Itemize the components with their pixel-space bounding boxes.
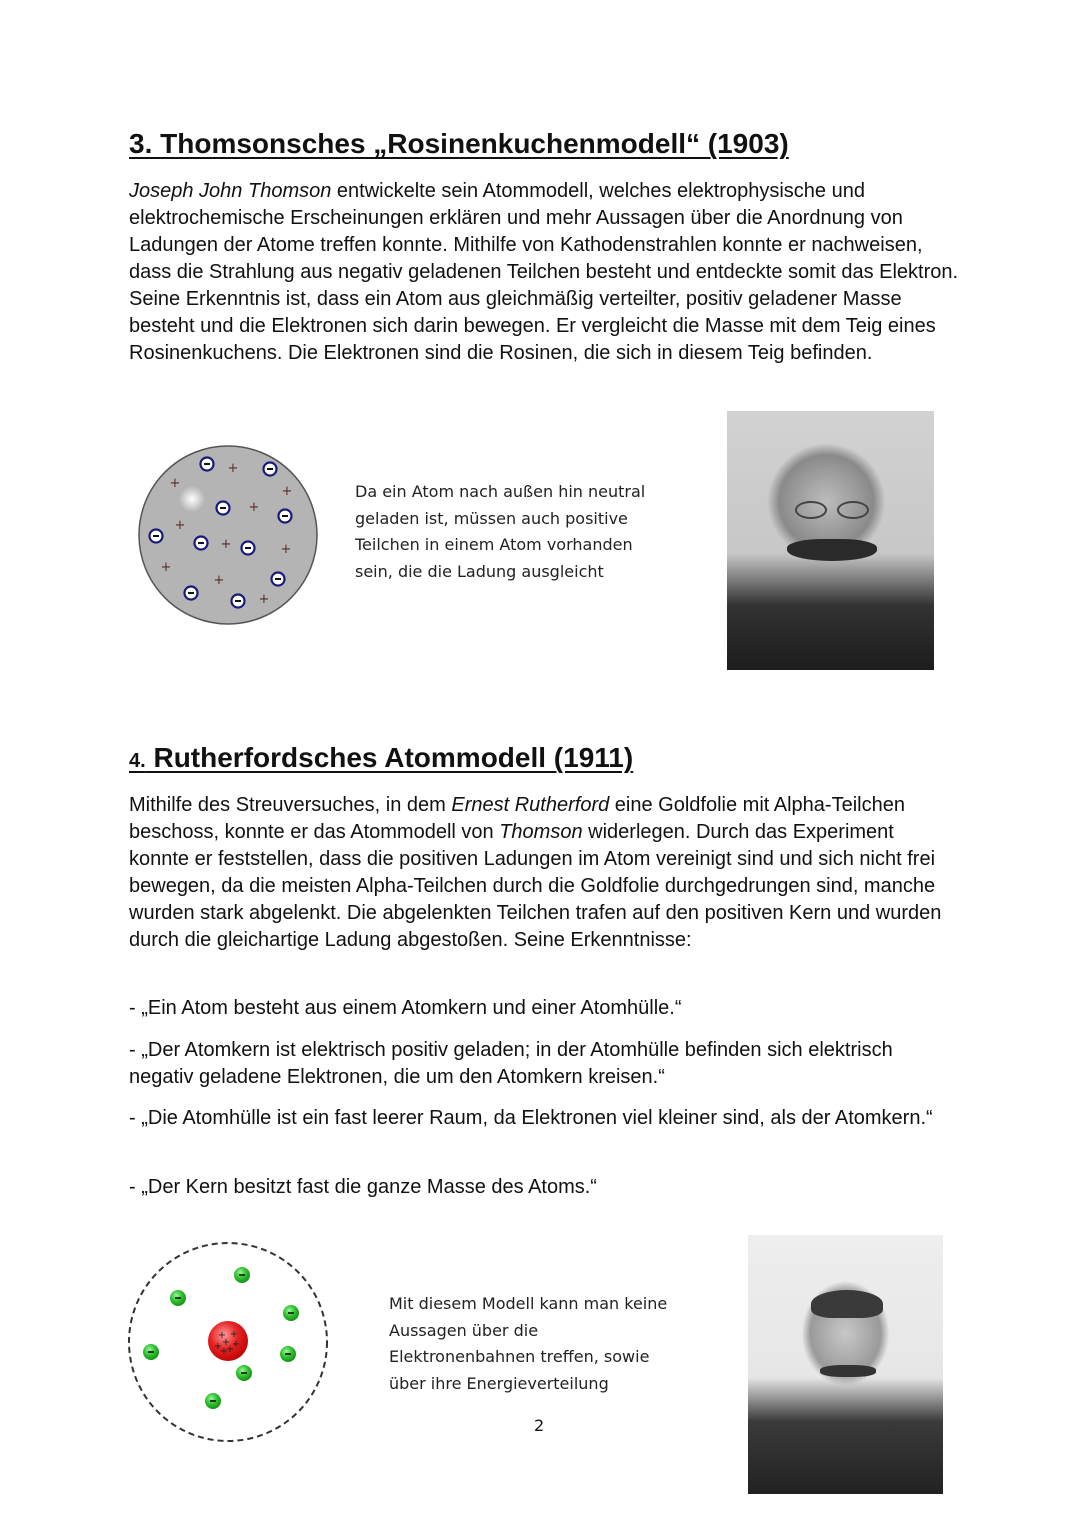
rutherford-atom-diagram (129, 1243, 327, 1441)
paragraph-text: widerlegen. Durch das Experiment konnte er feststellen, dass die positiven Ladungen im Atom vereinigt sind und sich nicht frei bewegen, da die meisten Alpha-Teilchen durch die Goldfolie durchgedrungen sind, manche wurden stark abgelenkt. Die abgelenkten Teilchen trafen auf den positiven Kern und wurden durch die gleichartige Ladung abgestoßen. Seine Erkenntnisse: (129, 821, 942, 951)
electron (272, 573, 285, 586)
thomson-caption: Da ein Atom nach außen hin neutral geladen ist, müssen auch positive Teilchen in einem Atom vorhanden sein, die die Ladung ausgleicht (355, 482, 646, 581)
rutherford-name: Ernest Rutherford (451, 794, 610, 816)
rutherford-caption: Mit diesem Modell kann man keine Aussagen über die Elektronenbahnen treffen, sowie über ihre Energieverteilung (389, 1294, 668, 1393)
positive-charge: + (220, 537, 232, 552)
electron (232, 595, 245, 608)
paragraph-text: eine Goldfolie mit Alpha-Teilchen beschoss, konnte er das Atommodell von (129, 794, 905, 843)
electron (195, 537, 208, 550)
proton-charge: + (217, 1330, 227, 1341)
proton-charge: + (221, 1337, 231, 1348)
paragraph-text: Mithilfe des Streuversuches, in dem (129, 794, 452, 816)
proton-charge: + (231, 1339, 241, 1350)
finding-3: - „Die Atomhülle ist ein fast leerer Raum, da Elektronen viel kleiner sind, als der Atomkern.“ (129, 1107, 933, 1129)
electron (280, 1346, 296, 1362)
electron (201, 458, 214, 471)
positive-charge: + (213, 573, 225, 588)
thomson-name: Thomson (499, 821, 583, 843)
section-4-number: 4. (129, 750, 146, 772)
proton-charge: + (213, 1341, 223, 1352)
proton-charge: + (219, 1346, 229, 1357)
page-number: 2 (534, 1416, 545, 1435)
thomson-atom-diagram (139, 446, 317, 624)
electron (236, 1365, 252, 1381)
highlight (179, 486, 205, 512)
thomson-name: Joseph John Thomson (129, 180, 332, 202)
proton-charge: + (225, 1344, 235, 1355)
positive-charge: + (174, 518, 186, 533)
finding-2: - „Der Atomkern ist elektrisch positiv geladen; in der Atomhülle befinden sich elektrisch negativ geladene Elektronen, die um den Atomkern kreisen.“ (129, 1039, 893, 1088)
finding-4: - „Der Kern besitzt fast die ganze Masse des Atoms.“ (129, 1176, 597, 1198)
section-4-title: Rutherfordsches Atommodell (1911) (145, 742, 634, 773)
finding-1: - „Ein Atom besteht aus einem Atomkern und einer Atomhülle.“ (129, 997, 682, 1019)
positive-charge: + (248, 500, 260, 515)
electron (283, 1305, 299, 1321)
electron (185, 587, 198, 600)
positive-charge: + (280, 542, 292, 557)
electron (143, 1344, 159, 1360)
electron (279, 510, 292, 523)
electron (170, 1290, 186, 1306)
electron (242, 542, 255, 555)
electron (205, 1393, 221, 1409)
positive-charge: + (227, 461, 239, 476)
electron (150, 530, 163, 543)
positive-charge: + (160, 560, 172, 575)
electron (217, 502, 230, 515)
section-3-heading: 3. Thomsonsches „Rosinenkuchenmodell“ (1903) (129, 128, 789, 159)
proton-charge: + (229, 1329, 239, 1340)
positive-charge: + (258, 592, 270, 607)
electron (264, 463, 277, 476)
positive-charge: + (281, 484, 293, 499)
paragraph-text: entwickelte sein Atommodell, welches elektrophysische und elektrochemische Erscheinungen erklären und mehr Aussagen über die Anordnung von Ladungen der Atome treffen konnte. Mithilfe von Kathodenstrahlen konnte er nachweisen, dass die Strahlung aus negativ geladenen Teilchen besteht und entdeckte somit das Elektron. Seine Erkenntnis ist, dass ein Atom aus gleichmäßig verteilter, positiv geladener Masse besteht und die Elektronen sich darin bewegen. Er vergleicht die Masse mit dem Teig eines Rosinenkuchens. Die Elektronen sind die Rosinen, die sich in diesem Teig befinden. (129, 180, 959, 364)
positive-charge: + (169, 476, 181, 491)
electron (234, 1267, 250, 1283)
